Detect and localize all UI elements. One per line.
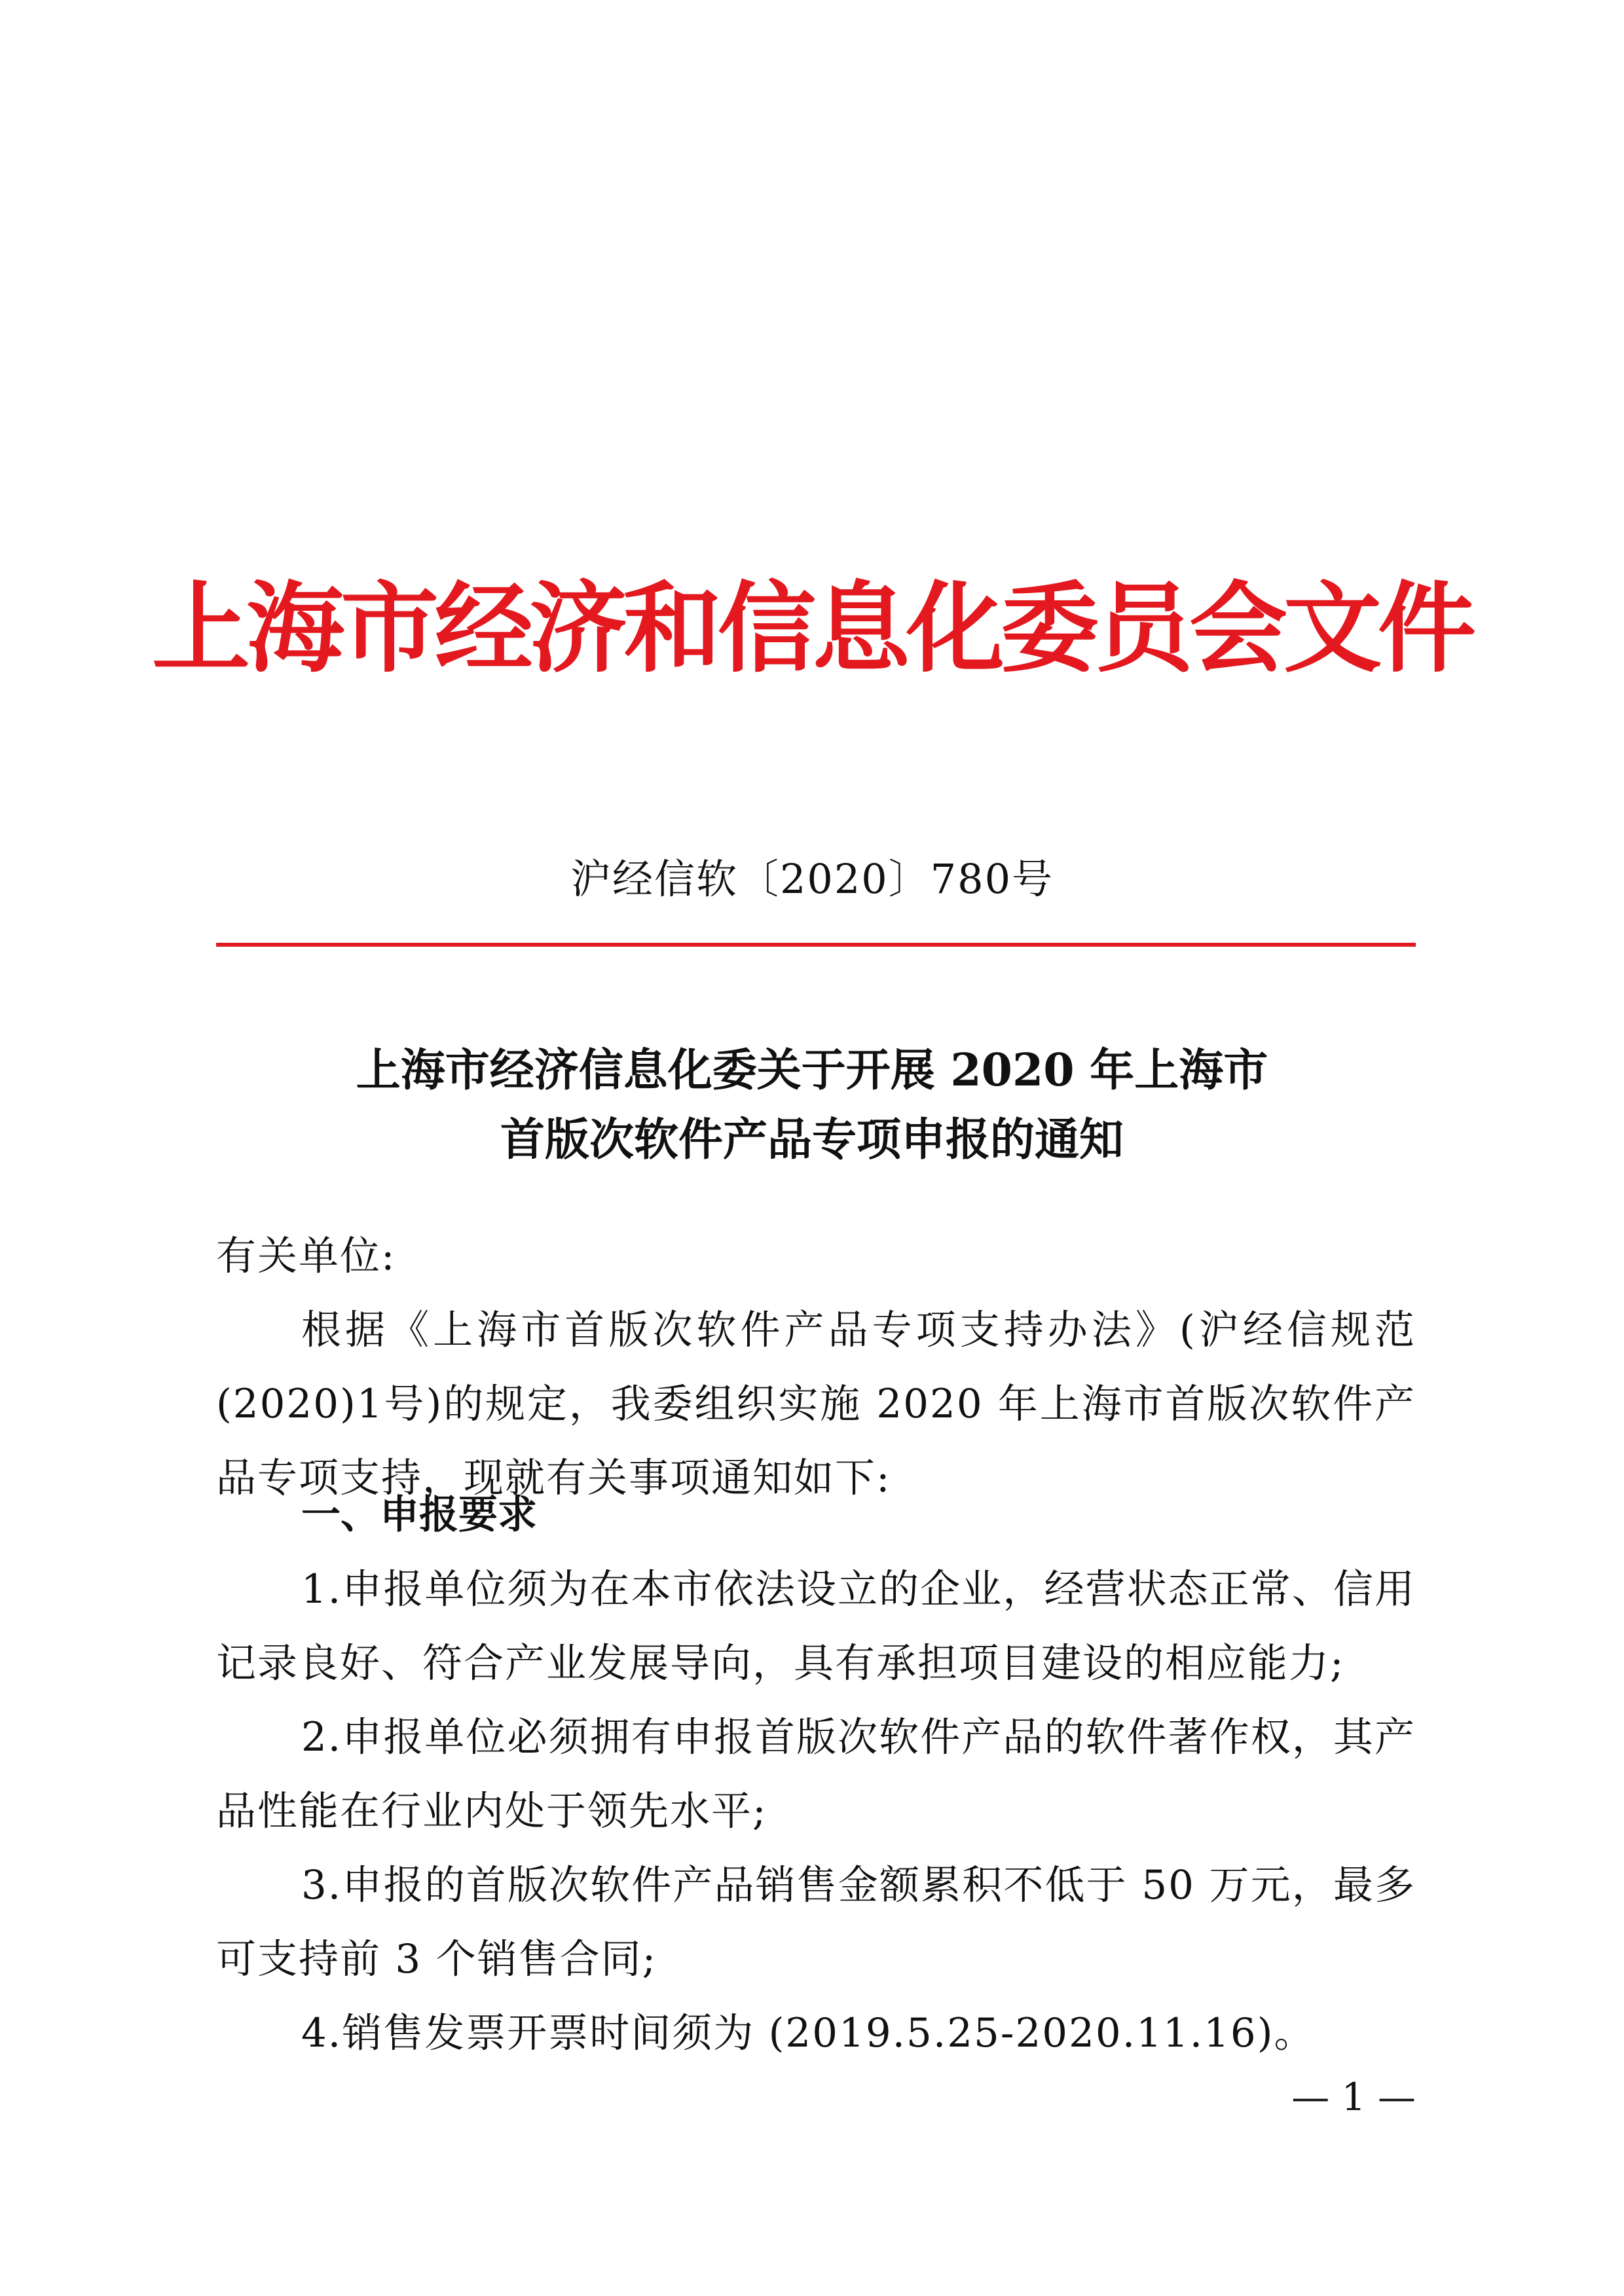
salutation: 有关单位: — [216, 1233, 396, 1279]
document-number: 沪经信软〔2020〕780号 — [570, 855, 1054, 903]
intro-paragraph: 根据《上海市首版次软件产品专项支持办法》(沪经信规范(2020)1号)的规定，我委组织实施 2020 年上海市首版次软件产品专项支持，现就有关事项通知如下: — [216, 1307, 1416, 1501]
notice-title-line-2: 首版次软件产品专项申报的通知 — [500, 1114, 1124, 1166]
requirement-item-4: 4.销售发票开票时间须为 (2019.5.25-2020.11.16)。 — [301, 2010, 1316, 2056]
red-divider-line — [216, 943, 1416, 947]
requirement-item-3: 3.申报的首版次软件产品销售金额累积不低于 50 万元，最多可支持前 3 个销售合同; — [216, 1862, 1416, 1982]
issuer-masthead: 上海市经济和信息化委员会文件 — [151, 571, 1472, 686]
notice-title-line-1: 上海市经济信息化委关于开展 2020 年上海市 — [356, 1044, 1268, 1097]
requirement-item-1: 1.申报单位须为在本市依法设立的企业，经营状态正常、信用记录良好、符合产业发展导向，具有承担项目建设的相应能力; — [216, 1566, 1416, 1686]
notice-title — [0, 1036, 1624, 1175]
requirement-item-2: 2.申报单位必须拥有申报首版次软件产品的软件著作权，其产品性能在行业内处于领先水平; — [216, 1714, 1416, 1834]
page-number: — 1 — — [1291, 2075, 1416, 2119]
section-heading-requirements: 一、申报要求 — [301, 1492, 537, 1538]
